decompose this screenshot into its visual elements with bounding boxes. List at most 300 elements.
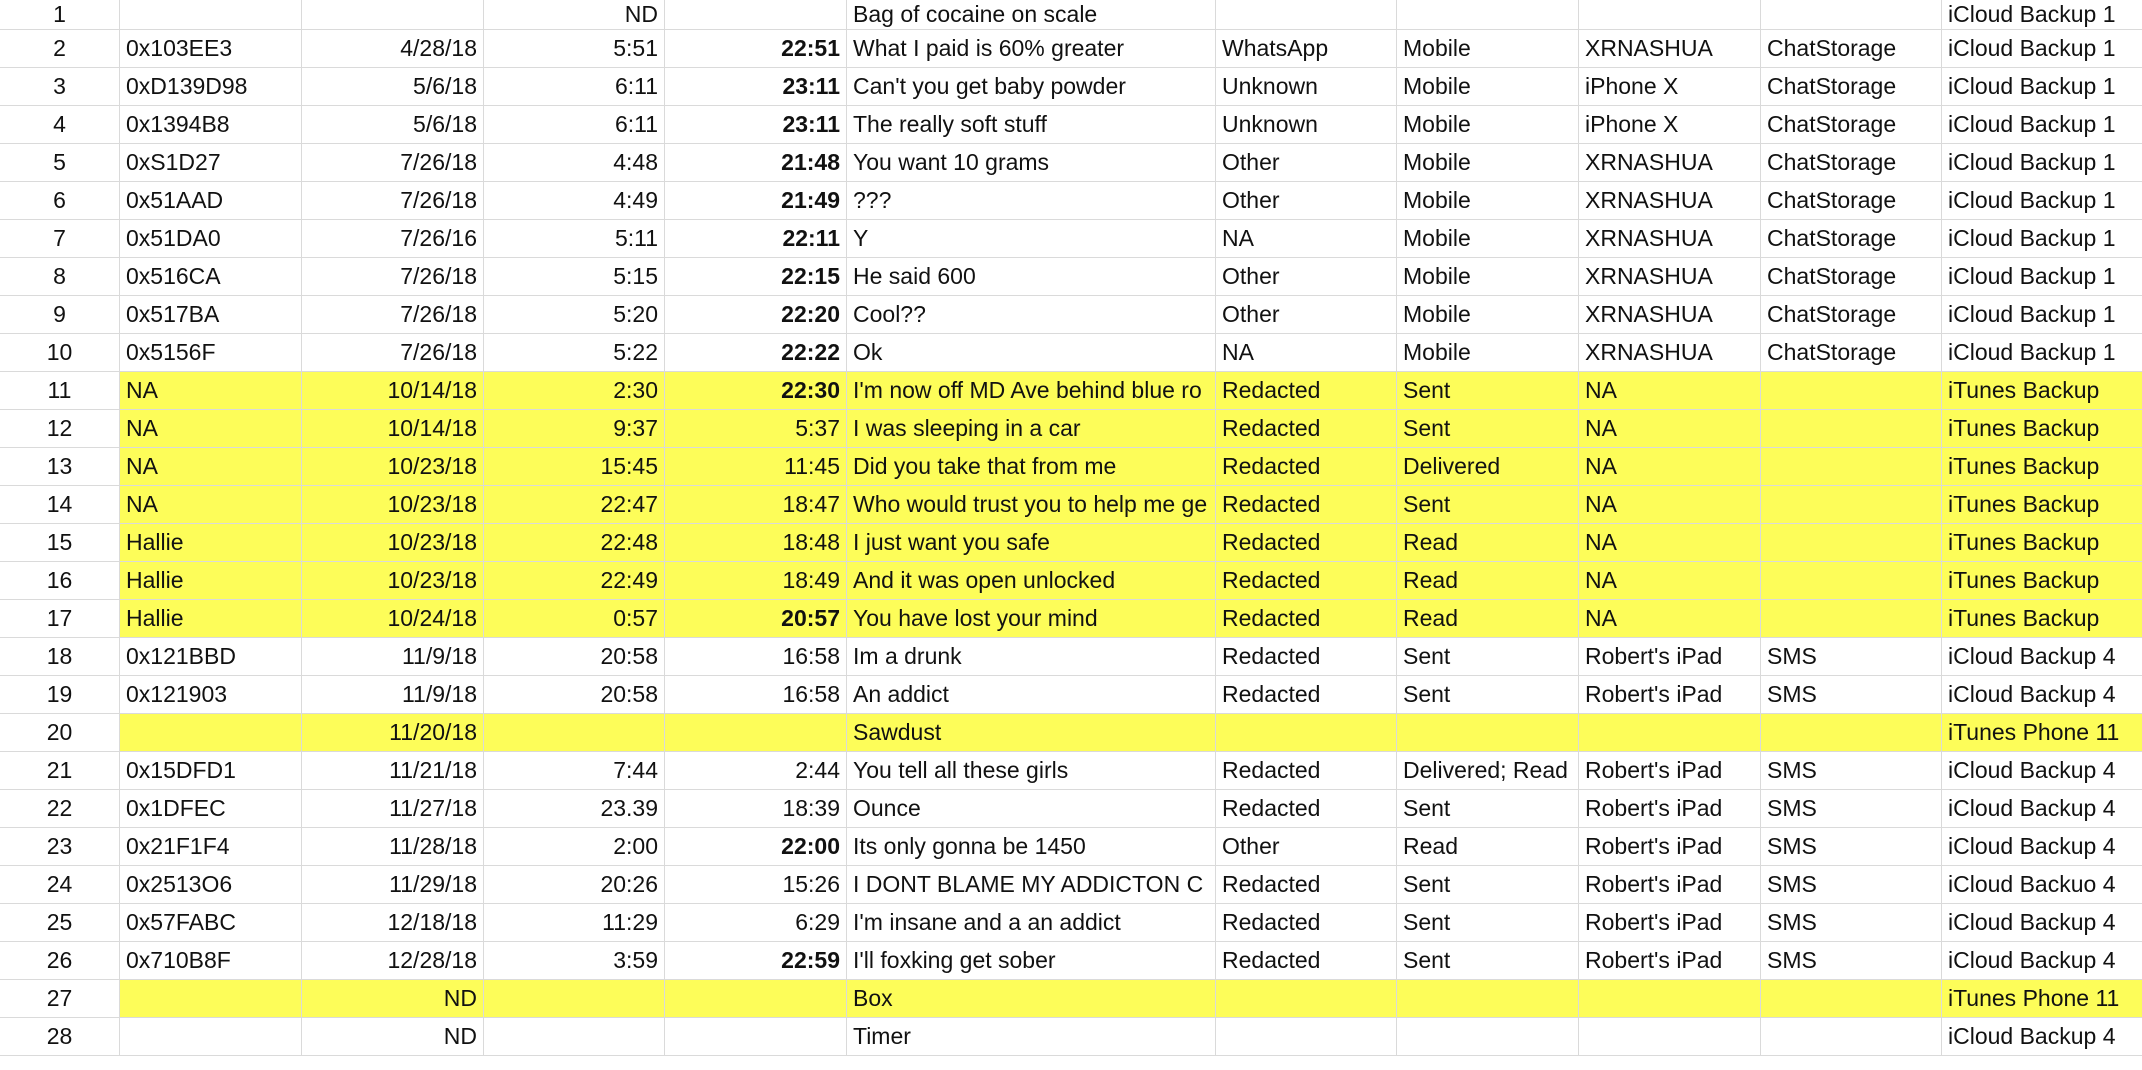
cell-status[interactable] xyxy=(1397,0,1579,29)
cell-message-id[interactable]: 0x710B8F xyxy=(120,942,302,979)
cell-status[interactable]: Mobile xyxy=(1397,258,1579,295)
cell-message[interactable]: Box xyxy=(847,980,1216,1017)
cell-status[interactable]: Read xyxy=(1397,828,1579,865)
cell-app[interactable] xyxy=(1216,0,1397,29)
cell-source[interactable] xyxy=(1761,1018,1942,1055)
cell-device[interactable]: Robert's iPad xyxy=(1579,790,1761,827)
cell-message[interactable]: Ounce xyxy=(847,790,1216,827)
cell-status[interactable]: Sent xyxy=(1397,676,1579,713)
cell-date[interactable]: 11/21/18 xyxy=(302,752,484,789)
cell-message[interactable]: The really soft stuff xyxy=(847,106,1216,143)
cell-time-local[interactable]: 18:39 xyxy=(665,790,847,827)
row-header: 12 xyxy=(0,410,120,447)
cell-app[interactable]: Other xyxy=(1216,296,1397,333)
cell-message[interactable]: Bag of cocaine on scale xyxy=(847,0,1216,29)
cell-time-utc[interactable]: 6:11 xyxy=(484,68,665,105)
cell-status[interactable]: Sent xyxy=(1397,790,1579,827)
cell-message-id[interactable]: 0x517BA xyxy=(120,296,302,333)
cell-status[interactable]: Mobile xyxy=(1397,296,1579,333)
cell-device[interactable]: Robert's iPad xyxy=(1579,638,1761,675)
cell-app[interactable]: NA xyxy=(1216,220,1397,257)
cell-date[interactable]: 11/20/18 xyxy=(302,714,484,751)
cell-backup[interactable]: iCloud Backup 4 xyxy=(1948,909,2116,935)
cell-source[interactable] xyxy=(1761,486,1942,523)
cell-app[interactable]: Redacted xyxy=(1216,942,1397,979)
cell-message-id[interactable]: 0x2513O6 xyxy=(120,866,302,903)
cell-source[interactable]: SMS xyxy=(1761,790,1942,827)
cell-date[interactable]: 7/26/18 xyxy=(302,144,484,181)
cell-app[interactable]: Redacted xyxy=(1216,486,1397,523)
cell-app[interactable]: Other xyxy=(1216,144,1397,181)
cell-status[interactable]: Mobile xyxy=(1397,182,1579,219)
cell-device[interactable]: Robert's iPad xyxy=(1579,828,1761,865)
cell-time-utc[interactable]: 22:48 xyxy=(484,524,665,561)
row-header: 9 xyxy=(0,296,120,333)
cell-time-utc[interactable]: 5:15 xyxy=(484,258,665,295)
cell-status[interactable]: Mobile xyxy=(1397,106,1579,143)
cell-device[interactable]: XRNASHUA xyxy=(1579,220,1761,257)
row-header: 17 xyxy=(0,600,120,637)
cell-time-utc[interactable]: 5:11 xyxy=(484,220,665,257)
cell-time-local[interactable]: 22:22 xyxy=(665,334,847,371)
cell-source[interactable]: SMS xyxy=(1761,676,1942,713)
row-header: 2 xyxy=(0,30,120,67)
cell-time-local[interactable]: 21:49 xyxy=(665,182,847,219)
cell-time-local[interactable]: 22:00 xyxy=(665,828,847,865)
cell-status[interactable]: Sent xyxy=(1397,942,1579,979)
table-row xyxy=(0,790,2142,828)
cell-time-utc[interactable]: 2:00 xyxy=(484,828,665,865)
cell-message-id[interactable]: 0x15DFD1 xyxy=(120,752,302,789)
row-header: 6 xyxy=(0,182,120,219)
cell-device[interactable] xyxy=(1579,1018,1761,1055)
cell-time-utc[interactable]: 22:47 xyxy=(484,486,665,523)
cell-backup[interactable]: iCloud Backup 4 xyxy=(1948,833,2116,859)
cell-app[interactable]: Redacted xyxy=(1216,372,1397,409)
cell-device[interactable]: NA xyxy=(1579,524,1761,561)
cell-date[interactable]: 7/26/18 xyxy=(302,258,484,295)
cell-message-id[interactable]: NA xyxy=(120,448,302,485)
cell-message-id[interactable]: Hallie xyxy=(120,562,302,599)
cell-time-local[interactable] xyxy=(665,980,847,1017)
row-header: 19 xyxy=(0,676,120,713)
cell-message[interactable]: I was sleeping in a car xyxy=(847,410,1216,447)
table-row xyxy=(0,904,2142,942)
cell-backup[interactable]: iCloud Backup 1 xyxy=(1948,339,2116,365)
cell-date[interactable]: 7/26/16 xyxy=(302,220,484,257)
cell-time-local[interactable]: 11:45 xyxy=(665,448,847,485)
cell-backup[interactable]: iCloud Backup 4 xyxy=(1948,681,2116,707)
cell-date[interactable]: 5/6/18 xyxy=(302,68,484,105)
cell-message[interactable]: Can't you get baby powder xyxy=(847,68,1216,105)
cell-time-utc[interactable]: 11:29 xyxy=(484,904,665,941)
cell-status[interactable]: Read xyxy=(1397,524,1579,561)
cell-date[interactable]: 7/26/18 xyxy=(302,296,484,333)
cell-source[interactable]: ChatStorage xyxy=(1761,258,1942,295)
cell-time-utc[interactable]: 7:44 xyxy=(484,752,665,789)
cell-message[interactable]: You tell all these girls xyxy=(847,752,1216,789)
cell-time-local[interactable]: 20:57 xyxy=(665,600,847,637)
cell-time-utc[interactable]: 5:22 xyxy=(484,334,665,371)
cell-source[interactable] xyxy=(1761,980,1942,1017)
table-row xyxy=(0,638,2142,676)
cell-message-id[interactable]: 0x51DA0 xyxy=(120,220,302,257)
cell-app[interactable]: Redacted xyxy=(1216,790,1397,827)
cell-message-id[interactable]: Hallie xyxy=(120,600,302,637)
cell-app[interactable]: Other xyxy=(1216,258,1397,295)
cell-backup[interactable]: iCloud Backup 1 xyxy=(1948,149,2116,175)
cell-source[interactable] xyxy=(1761,372,1942,409)
cell-status[interactable]: Mobile xyxy=(1397,68,1579,105)
cell-app[interactable]: Redacted xyxy=(1216,562,1397,599)
cell-message[interactable]: You want 10 grams xyxy=(847,144,1216,181)
cell-date[interactable]: 10/23/18 xyxy=(302,486,484,523)
cell-app[interactable] xyxy=(1216,1018,1397,1055)
cell-source[interactable] xyxy=(1761,448,1942,485)
table-row xyxy=(0,0,2142,30)
cell-app[interactable]: Redacted xyxy=(1216,600,1397,637)
cell-backup[interactable]: iCloud Backup 1 xyxy=(1948,1,2116,27)
cell-backup[interactable]: iTunes Backup xyxy=(1942,524,2142,561)
cell-time-local[interactable]: 23:11 xyxy=(665,68,847,105)
cell-message-id[interactable]: 0x1DFEC xyxy=(120,790,302,827)
cell-time-local[interactable]: 22:20 xyxy=(665,296,847,333)
cell-message[interactable]: Timer xyxy=(847,1018,1216,1055)
cell-backup[interactable]: iCloud Backup 1 xyxy=(1948,187,2116,213)
cell-time-utc[interactable]: 22:49 xyxy=(484,562,665,599)
cell-source[interactable] xyxy=(1761,600,1942,637)
cell-device[interactable]: NA xyxy=(1579,562,1761,599)
cell-time-local[interactable]: 2:44 xyxy=(665,752,847,789)
cell-source[interactable]: SMS xyxy=(1761,828,1942,865)
cell-time-local[interactable] xyxy=(665,0,847,29)
cell-source[interactable]: SMS xyxy=(1761,752,1942,789)
cell-device[interactable]: XRNASHUA xyxy=(1579,258,1761,295)
cell-time-local[interactable]: 22:51 xyxy=(665,30,847,67)
cell-date[interactable]: 10/24/18 xyxy=(302,600,484,637)
cell-app[interactable]: Redacted xyxy=(1216,448,1397,485)
cell-source[interactable]: ChatStorage xyxy=(1761,30,1942,67)
cell-app[interactable]: Redacted xyxy=(1216,752,1397,789)
cell-date[interactable]: 11/27/18 xyxy=(302,790,484,827)
cell-source[interactable]: SMS xyxy=(1761,638,1942,675)
table-row xyxy=(0,980,2142,1018)
cell-time-local[interactable] xyxy=(665,1018,847,1055)
cell-message-id[interactable]: 0x1394B8 xyxy=(120,106,302,143)
cell-device[interactable]: Robert's iPad xyxy=(1579,866,1761,903)
cell-app[interactable]: NA xyxy=(1216,334,1397,371)
row-header: 7 xyxy=(0,220,120,257)
cell-status[interactable]: Read xyxy=(1397,562,1579,599)
cell-device[interactable]: XRNASHUA xyxy=(1579,144,1761,181)
cell-device[interactable]: Robert's iPad xyxy=(1579,942,1761,979)
cell-status[interactable]: Mobile xyxy=(1397,220,1579,257)
cell-date[interactable]: 11/9/18 xyxy=(302,676,484,713)
cell-date[interactable]: 7/26/18 xyxy=(302,334,484,371)
cell-backup[interactable]: iCloud Backup 1 xyxy=(1948,225,2116,251)
cell-status[interactable]: Sent xyxy=(1397,410,1579,447)
cell-device[interactable]: NA xyxy=(1579,600,1761,637)
cell-time-utc[interactable]: 5:51 xyxy=(484,30,665,67)
cell-app[interactable]: Redacted xyxy=(1216,904,1397,941)
cell-date[interactable]: 10/23/18 xyxy=(302,524,484,561)
cell-backup[interactable]: iTunes Backup xyxy=(1942,562,2142,599)
cell-status[interactable]: Sent xyxy=(1397,904,1579,941)
cell-message[interactable]: Who would trust you to help me ge xyxy=(847,486,1216,523)
cell-app[interactable]: Other xyxy=(1216,828,1397,865)
cell-time-local[interactable]: 21:48 xyxy=(665,144,847,181)
cell-device[interactable]: NA xyxy=(1579,372,1761,409)
cell-time-utc[interactable]: 5:20 xyxy=(484,296,665,333)
cell-status[interactable]: Mobile xyxy=(1397,334,1579,371)
cell-app[interactable] xyxy=(1216,980,1397,1017)
cell-device[interactable] xyxy=(1579,980,1761,1017)
cell-device[interactable]: NA xyxy=(1579,486,1761,523)
cell-message-id[interactable]: 0x121903 xyxy=(120,676,302,713)
cell-device[interactable]: XRNASHUA xyxy=(1579,30,1761,67)
cell-backup[interactable]: iCloud Backup 4 xyxy=(1948,1023,2116,1049)
cell-backup[interactable]: iTunes Backup xyxy=(1942,486,2142,523)
cell-source[interactable] xyxy=(1761,410,1942,447)
cell-device[interactable]: Robert's iPad xyxy=(1579,676,1761,713)
cell-status[interactable] xyxy=(1397,980,1579,1017)
cell-date[interactable]: 10/14/18 xyxy=(302,372,484,409)
cell-message[interactable]: ??? xyxy=(847,182,1216,219)
cell-message[interactable]: Y xyxy=(847,220,1216,257)
cell-time-utc[interactable]: 4:48 xyxy=(484,144,665,181)
cell-time-utc[interactable]: 2:30 xyxy=(484,372,665,409)
cell-time-local[interactable]: 18:47 xyxy=(665,486,847,523)
cell-backup[interactable]: iCloud Backup 4 xyxy=(1948,643,2116,669)
cell-source[interactable]: ChatStorage xyxy=(1761,144,1942,181)
cell-device[interactable]: Robert's iPad xyxy=(1579,904,1761,941)
cell-source[interactable]: SMS xyxy=(1761,866,1942,903)
cell-message[interactable]: I DONT BLAME MY ADDICTON C xyxy=(847,866,1216,903)
cell-backup[interactable]: iCloud Backup 4 xyxy=(1948,795,2116,821)
cell-status[interactable]: Sent xyxy=(1397,486,1579,523)
cell-device[interactable]: iPhone X xyxy=(1579,106,1761,143)
cell-date[interactable]: 11/29/18 xyxy=(302,866,484,903)
cell-message[interactable]: An addict xyxy=(847,676,1216,713)
cell-app[interactable]: Redacted xyxy=(1216,866,1397,903)
cell-status[interactable] xyxy=(1397,714,1579,751)
cell-date[interactable]: 4/28/18 xyxy=(302,30,484,67)
row-header: 28 xyxy=(0,1018,120,1055)
cell-time-local[interactable]: 6:29 xyxy=(665,904,847,941)
cell-backup[interactable]: iTunes Phone 11 xyxy=(1942,980,2142,1017)
cell-date[interactable]: 10/23/18 xyxy=(302,562,484,599)
cell-device[interactable]: XRNASHUA xyxy=(1579,296,1761,333)
cell-backup[interactable]: iTunes Backup xyxy=(1942,372,2142,409)
cell-time-utc[interactable] xyxy=(484,714,665,751)
cell-backup[interactable]: iTunes Backup xyxy=(1942,600,2142,637)
cell-time-utc[interactable]: 20:58 xyxy=(484,638,665,675)
cell-backup[interactable]: iCloud Backup 1 xyxy=(1948,301,2116,327)
cell-message-id[interactable] xyxy=(120,714,302,751)
cell-source[interactable]: ChatStorage xyxy=(1761,220,1942,257)
cell-time-local[interactable]: 15:26 xyxy=(665,866,847,903)
cell-date[interactable]: 11/28/18 xyxy=(302,828,484,865)
cell-time-utc[interactable]: 0:57 xyxy=(484,600,665,637)
cell-message-id[interactable]: 0x5156F xyxy=(120,334,302,371)
cell-message[interactable]: Did you take that from me xyxy=(847,448,1216,485)
cell-app[interactable]: WhatsApp xyxy=(1216,30,1397,67)
cell-message[interactable]: Its only gonna be 1450 xyxy=(847,828,1216,865)
cell-time-local[interactable]: 18:48 xyxy=(665,524,847,561)
cell-date[interactable]: 5/6/18 xyxy=(302,106,484,143)
cell-device[interactable]: NA xyxy=(1579,410,1761,447)
cell-backup[interactable]: iTunes Backup xyxy=(1942,448,2142,485)
cell-message-id[interactable]: 0x516CA xyxy=(120,258,302,295)
cell-message-id[interactable]: 0x21F1F4 xyxy=(120,828,302,865)
cell-date[interactable]: 10/23/18 xyxy=(302,448,484,485)
cell-message[interactable]: What I paid is 60% greater xyxy=(847,30,1216,67)
row-header: 27 xyxy=(0,980,120,1017)
cell-message[interactable]: Im a drunk xyxy=(847,638,1216,675)
cell-message-id[interactable]: 0xD139D98 xyxy=(120,68,302,105)
cell-message-id[interactable]: 0x57FABC xyxy=(120,904,302,941)
cell-message[interactable]: I'll foxking get sober xyxy=(847,942,1216,979)
cell-source[interactable]: ChatStorage xyxy=(1761,182,1942,219)
cell-message-id[interactable]: NA xyxy=(120,372,302,409)
cell-backup[interactable]: iCloud Backup 1 xyxy=(1948,35,2116,61)
cell-date[interactable] xyxy=(302,0,484,29)
cell-time-local[interactable]: 16:58 xyxy=(665,638,847,675)
cell-time-utc[interactable]: 4:49 xyxy=(484,182,665,219)
cell-message[interactable]: I just want you safe xyxy=(847,524,1216,561)
table-row xyxy=(0,714,2142,752)
cell-time-local[interactable]: 18:49 xyxy=(665,562,847,599)
cell-status[interactable]: Sent xyxy=(1397,866,1579,903)
cell-app[interactable]: Other xyxy=(1216,182,1397,219)
cell-date[interactable]: ND xyxy=(302,1018,484,1055)
cell-time-utc[interactable]: 9:37 xyxy=(484,410,665,447)
cell-date[interactable]: 12/28/18 xyxy=(302,942,484,979)
cell-date[interactable]: ND xyxy=(302,980,484,1017)
cell-app[interactable] xyxy=(1216,714,1397,751)
cell-status[interactable] xyxy=(1397,1018,1579,1055)
cell-time-local[interactable]: 23:11 xyxy=(665,106,847,143)
cell-source[interactable]: ChatStorage xyxy=(1761,334,1942,371)
cell-message-id[interactable]: 0x51AAD xyxy=(120,182,302,219)
cell-time-utc[interactable] xyxy=(484,1018,665,1055)
cell-message[interactable]: I'm now off MD Ave behind blue ro xyxy=(847,372,1216,409)
cell-time-local[interactable]: 22:30 xyxy=(665,372,847,409)
cell-backup[interactable]: iCloud Backuo 4 xyxy=(1948,871,2116,897)
cell-time-utc[interactable]: ND xyxy=(484,0,665,29)
table-row xyxy=(0,372,2142,410)
cell-status[interactable]: Sent xyxy=(1397,372,1579,409)
cell-time-local[interactable]: 16:58 xyxy=(665,676,847,713)
cell-source[interactable] xyxy=(1761,0,1942,29)
cell-message-id[interactable] xyxy=(120,1018,302,1055)
cell-time-local[interactable]: 22:11 xyxy=(665,220,847,257)
cell-time-local[interactable]: 5:37 xyxy=(665,410,847,447)
table-row xyxy=(0,676,2142,714)
cell-message-id[interactable]: 0xS1D27 xyxy=(120,144,302,181)
cell-source[interactable]: SMS xyxy=(1761,904,1942,941)
cell-message[interactable]: You have lost your mind xyxy=(847,600,1216,637)
cell-time-utc[interactable]: 20:26 xyxy=(484,866,665,903)
cell-date[interactable]: 11/9/18 xyxy=(302,638,484,675)
cell-backup[interactable]: iCloud Backup 1 xyxy=(1948,263,2116,289)
table-row xyxy=(0,828,2142,866)
cell-app[interactable]: Unknown xyxy=(1216,68,1397,105)
cell-message-id[interactable]: Hallie xyxy=(120,524,302,561)
cell-device[interactable] xyxy=(1579,714,1761,751)
cell-message[interactable]: Ok xyxy=(847,334,1216,371)
cell-device[interactable]: NA xyxy=(1579,448,1761,485)
cell-source[interactable] xyxy=(1761,714,1942,751)
cell-date[interactable]: 10/14/18 xyxy=(302,410,484,447)
cell-source[interactable]: ChatStorage xyxy=(1761,296,1942,333)
cell-message[interactable]: I'm insane and a an addict xyxy=(847,904,1216,941)
cell-app[interactable]: Redacted xyxy=(1216,410,1397,447)
cell-date[interactable]: 12/18/18 xyxy=(302,904,484,941)
cell-time-utc[interactable]: 23.39 xyxy=(484,790,665,827)
cell-backup[interactable]: iCloud Backup 1 xyxy=(1948,73,2116,99)
cell-message-id[interactable]: 0x103EE3 xyxy=(120,30,302,67)
cell-status[interactable]: Delivered; Read xyxy=(1397,752,1579,789)
cell-status[interactable]: Mobile xyxy=(1397,144,1579,181)
cell-date[interactable]: 7/26/18 xyxy=(302,182,484,219)
cell-message[interactable]: He said 600 xyxy=(847,258,1216,295)
cell-device[interactable]: Robert's iPad xyxy=(1579,752,1761,789)
cell-message-id[interactable] xyxy=(120,0,302,29)
cell-message[interactable]: Cool?? xyxy=(847,296,1216,333)
cell-status[interactable]: Mobile xyxy=(1397,30,1579,67)
cell-message[interactable]: And it was open unlocked xyxy=(847,562,1216,599)
cell-device[interactable]: XRNASHUA xyxy=(1579,334,1761,371)
cell-device[interactable]: XRNASHUA xyxy=(1579,182,1761,219)
cell-time-utc[interactable]: 3:59 xyxy=(484,942,665,979)
table-row xyxy=(0,182,2142,220)
cell-time-local[interactable] xyxy=(665,714,847,751)
cell-source[interactable] xyxy=(1761,524,1942,561)
cell-backup[interactable]: iCloud Backup 4 xyxy=(1948,757,2116,783)
cell-message[interactable]: Sawdust xyxy=(847,714,1216,751)
cell-time-utc[interactable]: 15:45 xyxy=(484,448,665,485)
cell-status[interactable]: Read xyxy=(1397,600,1579,637)
cell-message-id[interactable]: NA xyxy=(120,486,302,523)
cell-time-utc[interactable]: 20:58 xyxy=(484,676,665,713)
cell-app[interactable]: Redacted xyxy=(1216,524,1397,561)
cell-app[interactable]: Redacted xyxy=(1216,676,1397,713)
cell-source[interactable]: ChatStorage xyxy=(1761,68,1942,105)
cell-source[interactable]: ChatStorage xyxy=(1761,106,1942,143)
row-header: 20 xyxy=(0,714,120,751)
cell-source[interactable] xyxy=(1761,562,1942,599)
cell-backup[interactable]: iTunes Backup xyxy=(1942,410,2142,447)
cell-message-id[interactable]: 0x121BBD xyxy=(120,638,302,675)
cell-backup[interactable]: iCloud Backup 4 xyxy=(1948,947,2116,973)
cell-device[interactable]: iPhone X xyxy=(1579,68,1761,105)
cell-message-id[interactable]: NA xyxy=(120,410,302,447)
cell-device[interactable] xyxy=(1579,0,1761,29)
cell-status[interactable]: Delivered xyxy=(1397,448,1579,485)
cell-time-local[interactable]: 22:15 xyxy=(665,258,847,295)
cell-app[interactable]: Unknown xyxy=(1216,106,1397,143)
cell-backup[interactable]: iTunes Phone 11 xyxy=(1942,714,2142,751)
cell-time-local[interactable]: 22:59 xyxy=(665,942,847,979)
cell-time-utc[interactable]: 6:11 xyxy=(484,106,665,143)
cell-source[interactable]: SMS xyxy=(1761,942,1942,979)
cell-backup[interactable]: iCloud Backup 1 xyxy=(1948,111,2116,137)
cell-time-utc[interactable] xyxy=(484,980,665,1017)
cell-status[interactable]: Sent xyxy=(1397,638,1579,675)
cell-app[interactable]: Redacted xyxy=(1216,638,1397,675)
cell-message-id[interactable] xyxy=(120,980,302,1017)
